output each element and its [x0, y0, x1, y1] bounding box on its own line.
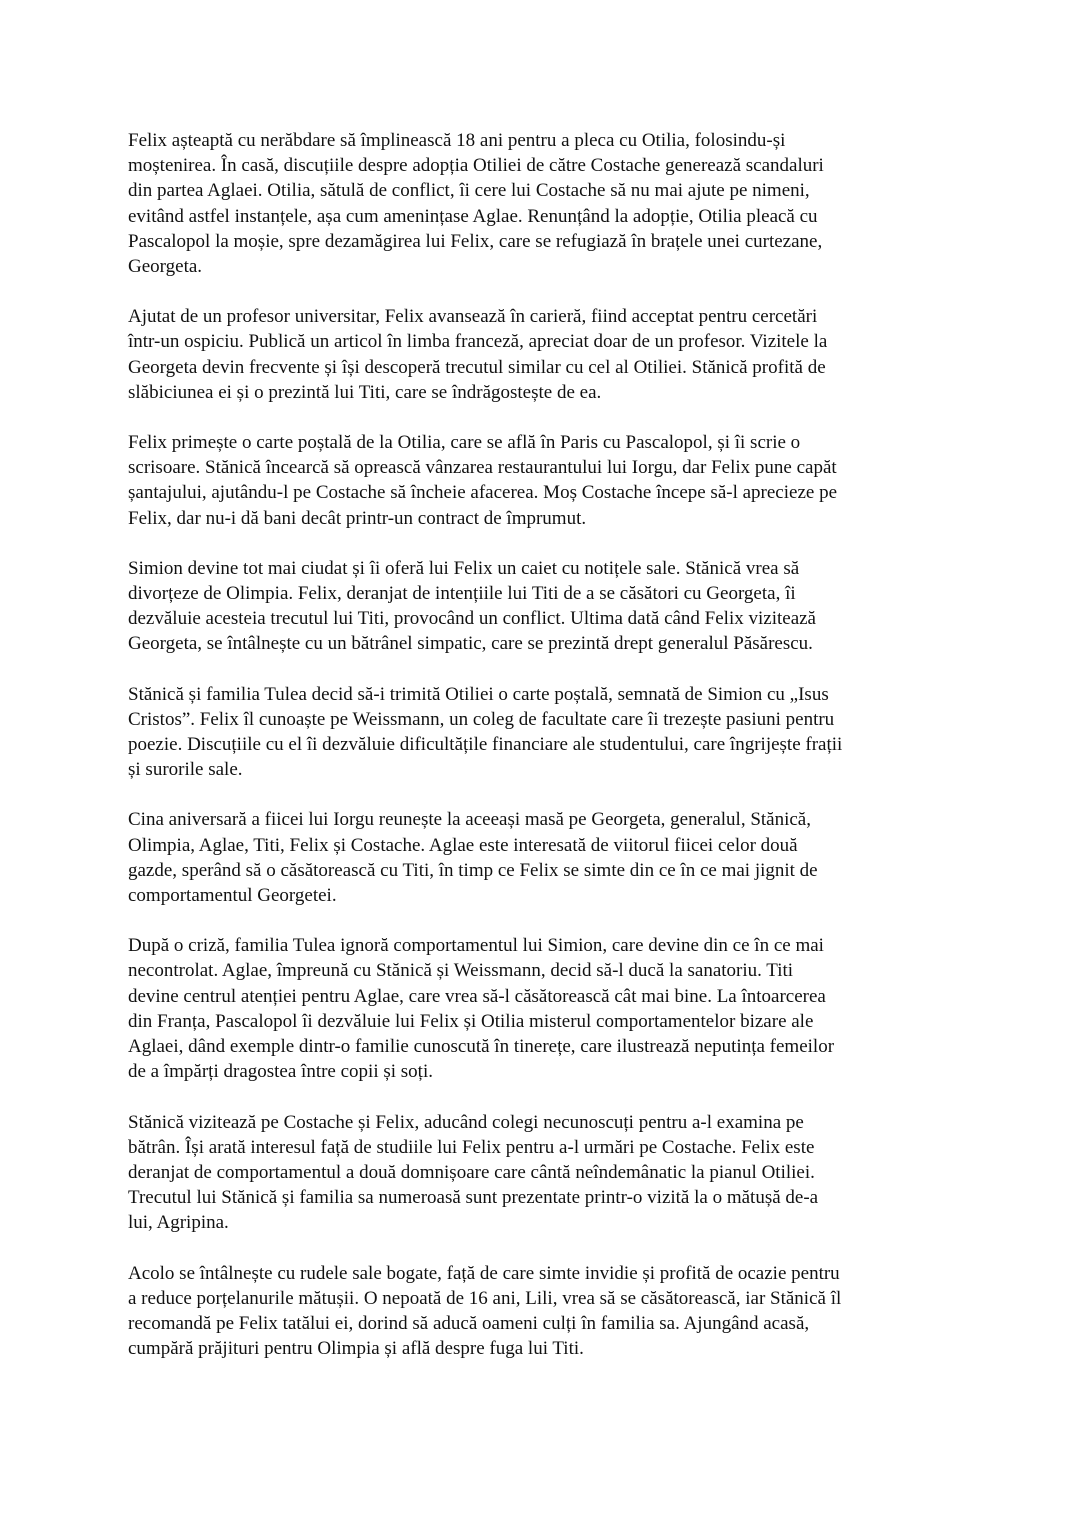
paragraph-9: Acolo se întâlnește cu rudele sale bogate, față de care simte invidie și profită de ocazie pentru a reduce porțelanurile mătușii. O nepoată de 16 ani, Lili, vrea să se căsătorească, iar Stănică îl recomandă pe Felix tatălui ei, dorind să aducă oameni culți în familia sa. Ajungând acasă, cumpără prăjituri pentru Olimpia și află despre fuga lui Titi.	[128, 1262, 842, 1360]
document-page	[128, 128, 958, 1386]
paragraph-4: Simion devine tot mai ciudat și îi oferă lui Felix un caiet cu notițele sale. Stănică vrea să divorțeze de Olimpia. Felix, deranjat de intențiile lui Titi de a se căsători cu Georgeta, îi dezvăluie acesteia trecutul lui Titi, provocând un conflict. Ultima dată când Felix vizitează Georgeta, se întâlnește cu un bătrânel simpatic, care se prezintă drept generalul Păsărescu.	[128, 557, 816, 655]
paragraph-8: Stănică vizitează pe Costache și Felix, aducând colegi necunoscuți pentru a-l examina pe bătrân. Își arată interesul față de studiile lui Felix pentru a-l urmări pe Costache. Felix este deranjat de comportamentul a două domnișoare care cântă neîndemânatic la pianul Otiliei. Trecutul lui Stănică și familia sa numeroasă sunt prezentate printr-o vizită la o mătușă de-a lui, Agripina.	[128, 1111, 819, 1234]
paragraph-1: Felix așteaptă cu nerăbdare să împlinească 18 ani pentru a pleca cu Otilia, folosindu-și moștenirea. În casă, discuțiile despre adopția Otiliei de către Costache generează scandaluri din partea Aglaei. Otilia, sătulă de conflict, îi cere lui Costache să nu mai ajute pe nimeni, evitând astfel instanțele, așa cum amenințase Aglae. Renunțând la adopție, Otilia pleacă cu Pascalopol la moșie, spre dezamăgirea lui Felix, care se refugiază în brațele unei curtezane, Georgeta.	[128, 130, 824, 278]
paragraph-6: Cina aniversară a fiicei lui Iorgu reunește la aceeași masă pe Georgeta, generalul, Stănică, Olimpia, Aglae, Titi, Felix și Costache. Aglae este interesată de viitorul fiicei celor două gazde, sperând să o căsătorească cu Titi, în timp ce Felix se simte din ce în ce mai jignit de comportamentul Georgetei.	[128, 809, 818, 907]
paragraph-7: După o criză, familia Tulea ignoră comportamentul lui Simion, care devine din ce în ce mai necontrolat. Aglae, împreună cu Stănică și Weissmann, decid să-l ducă la sanatoriu. Titi devine centrul atenției pentru Aglae, care vrea să-l căsătorească cât mai bine. La întoarcerea din Franța, Pascalopol îi dezvăluie lui Felix și Otilia misterul comportamentelor bizare ale Aglaei, dând exemple dintr-o familie cunoscută în tinerețe, care ilustrează neputința femeilor de a împărți dragostea între copii și soți.	[128, 935, 835, 1083]
paragraph-3: Felix primește o carte poștală de la Otilia, care se află în Paris cu Pascalopol, și îi scrie o scrisoare. Stănică încearcă să oprească vânzarea restaurantului lui Iorgu, dar Felix pune capăt șantajului, ajutându-l pe Costache să încheie afacerea. Moș Costache începe să-l aprecieze pe Felix, dar nu-i dă bani decât printr-un contract de împrumut.	[128, 432, 838, 529]
paragraph-2: Ajutat de un profesor universitar, Felix avansează în carieră, fiind acceptat pentru cercetări într-un ospiciu. Publică un articol în limba franceză, apreciat doar de un profesor. Vizitele la Georgeta devin frecvente și își descoperă trecutul similar cu cel al Otiliei. Stănică profită de slăbiciunea ei și o prezintă lui Titi, care se îndrăgostește de ea.	[128, 306, 828, 403]
paragraph-5: Stănică și familia Tulea decid să-i trimită Otiliei o carte poștală, semnată de Simion cu „Isus Cristos”. Felix îl cunoaște pe Weissmann, un coleg de facultate care îi trezește pasiuni pentru poezie. Discuțiile cu el îi dezvăluie dificultățile financiare ale studentului, care îngrijește frații și surorile sale.	[128, 683, 843, 781]
